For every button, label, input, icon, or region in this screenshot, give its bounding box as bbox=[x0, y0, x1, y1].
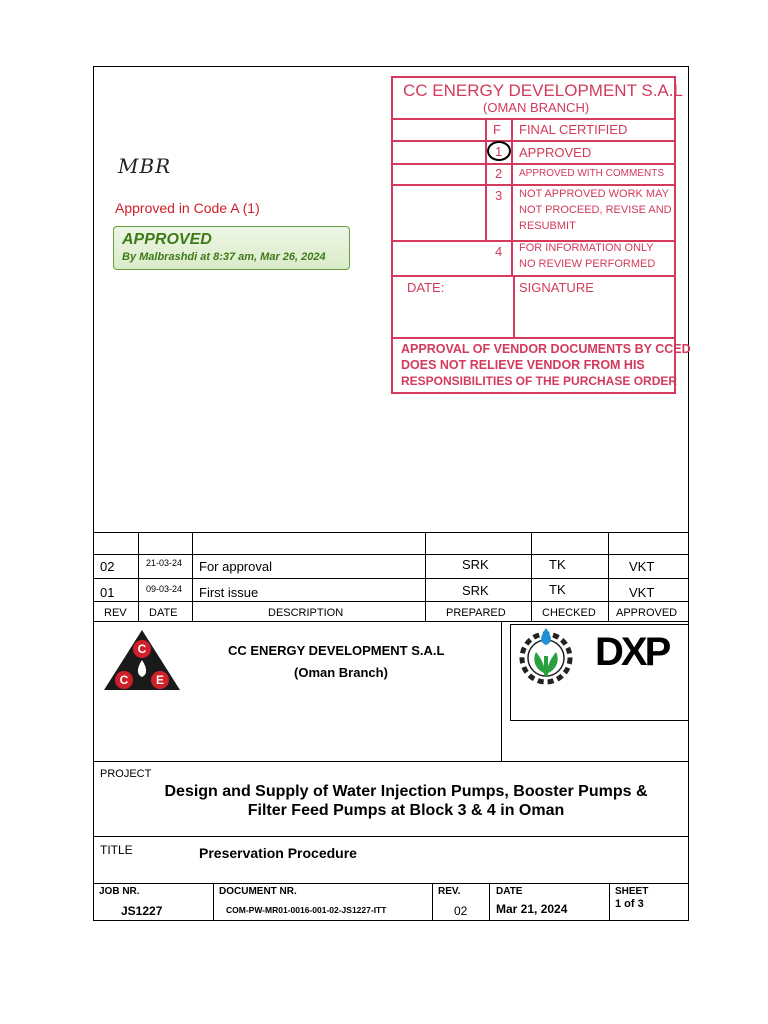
stamp-signature-label: SIGNATURE bbox=[519, 280, 594, 295]
stamp-disclaimer: APPROVAL OF VENDOR DOCUMENTS BY CCED bbox=[401, 342, 691, 356]
date-cell: 21-03-24 bbox=[146, 558, 183, 568]
logo-letter: C bbox=[137, 642, 147, 656]
approved-cell: VKT bbox=[629, 585, 655, 600]
title-label: TITLE bbox=[100, 843, 133, 857]
stamp-code-3-text: NOT APPROVED WORK MAY bbox=[519, 188, 669, 200]
sheet-label: SHEET bbox=[615, 886, 649, 897]
stamp-disclaimer: RESPONSIBILITIES OF THE PURCHASE ORDER bbox=[401, 374, 678, 388]
project-line: Filter Feed Pumps at Block 3 & 4 in Oman bbox=[247, 802, 565, 819]
approval-note: Approved in Code A (1) bbox=[115, 200, 260, 216]
rev-cell: 01 bbox=[100, 585, 115, 600]
rev-cell: 02 bbox=[100, 559, 115, 574]
stamp-code-2: 2 bbox=[495, 166, 503, 181]
stamp-company: CC ENERGY DEVELOPMENT S.A.L bbox=[403, 81, 683, 100]
stamp-disclaimer: DOES NOT RELIEVE VENDOR FROM HIS bbox=[401, 358, 645, 372]
sheet-value: 1 of 3 bbox=[615, 898, 644, 910]
doc-label: DOCUMENT NR. bbox=[219, 886, 297, 897]
company-logo bbox=[102, 628, 182, 692]
checked-cell: TK bbox=[549, 582, 566, 597]
job-value: JS1227 bbox=[121, 904, 163, 918]
header-description: DESCRIPTION bbox=[268, 607, 344, 619]
company-name: CC ENERGY DEVELOPMENT S.A.L bbox=[228, 643, 445, 658]
logo-letter: E bbox=[155, 673, 165, 687]
rev-label: REV. bbox=[438, 886, 461, 897]
stamp-code-1: 1 bbox=[495, 144, 503, 159]
stamp-code-3-text: NOT PROCEED, REVISE AND bbox=[519, 204, 672, 216]
approved-badge-subtitle: By Malbrashdi at 8:37 am, Mar 26, 2024 bbox=[122, 251, 326, 263]
partner-logo: DXP bbox=[595, 630, 669, 674]
approved-cell: VKT bbox=[629, 559, 655, 574]
header-prepared: PREPARED bbox=[446, 607, 506, 619]
gear-drop-logo-icon bbox=[515, 626, 577, 686]
checked-cell: TK bbox=[549, 557, 566, 572]
header-checked: CHECKED bbox=[542, 607, 596, 619]
document-title: Preservation Procedure bbox=[199, 845, 357, 861]
header-approved: APPROVED bbox=[616, 607, 678, 619]
stamp-code-4-text: FOR INFORMATION ONLY bbox=[519, 242, 654, 254]
logo-letter: C bbox=[119, 673, 129, 687]
prepared-cell: SRK bbox=[462, 583, 489, 598]
signature: MBR bbox=[118, 154, 172, 178]
description-cell: For approval bbox=[199, 559, 272, 574]
stamp-code-f-text: FINAL CERTIFIED bbox=[519, 122, 628, 137]
doc-value: COM-PW-MR01-0016-001-02-JS1227-ITT bbox=[226, 905, 387, 915]
job-label: JOB NR. bbox=[99, 886, 140, 897]
stamp-code-4-text: NO REVIEW PERFORMED bbox=[519, 258, 656, 270]
stamp-code-2-text: APPROVED WITH COMMENTS bbox=[519, 168, 665, 179]
description-cell: First issue bbox=[199, 585, 259, 600]
project-label: PROJECT bbox=[100, 768, 152, 780]
approved-badge bbox=[113, 226, 350, 270]
stamp-code-4: 4 bbox=[495, 244, 503, 259]
stamp-code-3: 3 bbox=[495, 188, 503, 203]
header-date: DATE bbox=[149, 607, 178, 619]
header-rev: REV bbox=[104, 607, 127, 619]
stamp-code-3-text: RESUBMIT bbox=[519, 220, 576, 232]
company-branch: (Oman Branch) bbox=[294, 665, 388, 680]
stamp-branch: (OMAN BRANCH) bbox=[483, 100, 590, 115]
approval-stamp bbox=[391, 76, 691, 394]
project-line: Design and Supply of Water Injection Pumps, Booster Pumps & bbox=[164, 783, 648, 800]
stamp-code-f: F bbox=[493, 122, 501, 137]
date-cell: 09-03-24 bbox=[146, 584, 183, 594]
stamp-code-1-text: APPROVED bbox=[519, 145, 592, 160]
stamp-date-label: DATE: bbox=[407, 280, 445, 295]
date-value: Mar 21, 2024 bbox=[496, 902, 568, 916]
rev-value: 02 bbox=[454, 904, 468, 918]
approved-badge-title: APPROVED bbox=[122, 231, 212, 248]
date-label: DATE bbox=[496, 886, 523, 897]
prepared-cell: SRK bbox=[462, 557, 489, 572]
